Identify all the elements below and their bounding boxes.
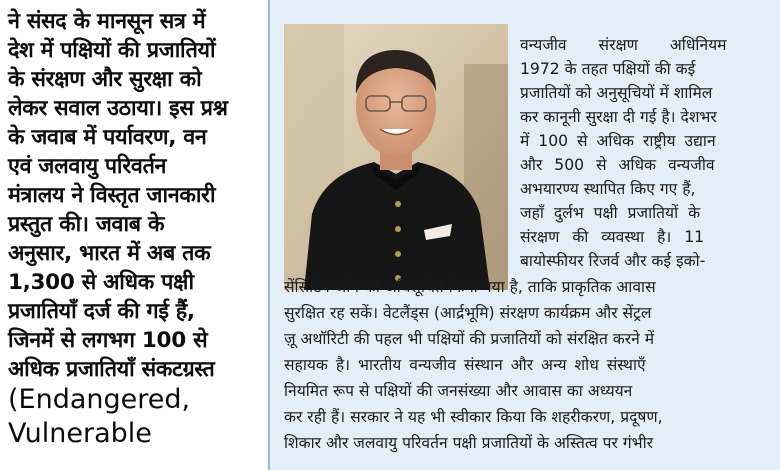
right-full-line-1: सेंसिटिव जोन को अधिसूचित किया गया है, ताकि प्राकृतिक आवास bbox=[284, 278, 656, 296]
left-text-line-10: 1,300 से अधिक पक्षी bbox=[8, 270, 194, 295]
left-text-line-5: के जवाब में पर्यावरण, वन bbox=[8, 125, 207, 150]
left-text-line-11: प्रजातियाँ दर्ज की गई हैं, bbox=[8, 299, 195, 324]
left-text-line-13: अधिक प्रजातियाँ संकटग्रस्त bbox=[8, 357, 215, 382]
right-full-line-3: ज़ू अथॉरिटी की पहल भी पक्षियों की प्रजातियों को संरक्षित करने में bbox=[284, 330, 655, 348]
left-text-line-9: अनुसार, भारत में अब तक bbox=[8, 241, 211, 266]
right-text-line-6: और 500 से अधिक वन्यजीव bbox=[520, 156, 715, 174]
left-text-line-7: मंत्रालय ने विस्तृत जानकारी bbox=[8, 183, 216, 208]
right-full-line-5: नियमित रूप से पक्षियों की जनसंख्या और आवास का अध्ययन bbox=[284, 382, 633, 400]
right-full-line-6: कर रही हैं। सरकार ने यह भी स्वीकार किया कि शहरीकरण, प्रदूषण, bbox=[284, 408, 663, 426]
left-text-line-6: एवं जलवायु परिवर्तन bbox=[8, 154, 167, 179]
right-text-line-3: प्रजातियों को अनुसूचियों में शामिल bbox=[520, 84, 713, 102]
right-text-line-1: वन्यजीव संरक्षण अधिनियम bbox=[520, 36, 727, 54]
portrait-photo bbox=[284, 24, 508, 290]
right-text-line-2: 1972 के तहत पक्षियों की कई bbox=[520, 60, 696, 78]
right-text-line-8: जहाँ दुर्लभ पक्षी प्रजातियों के bbox=[520, 204, 701, 222]
left-text-line-1: ने संसद के मानसून सत्र में bbox=[8, 9, 206, 34]
left-text-line-4: लेकर सवाल उठाया। इस प्रश्न bbox=[8, 96, 228, 121]
left-text-line-14: (Endangered, bbox=[8, 384, 191, 415]
left-text-line-12: जिनमें से लगभग 100 से bbox=[8, 328, 208, 353]
cut-off-top-line bbox=[8, 0, 15, 1]
right-full-line-2: सुरक्षित रह सकें। वेटलैंड्स (आर्द्रभूमि) संरक्षण कार्यक्रम और सेंट्रल bbox=[284, 304, 652, 322]
left-text-line-15: Vulnerable bbox=[8, 418, 152, 449]
right-text-line-9: संरक्षण की व्यवस्था है। 11 bbox=[520, 228, 705, 246]
right-full-line-4: सहायक है। भारतीय वन्यजीव संस्थान और अन्य शोध संस्थाएँ bbox=[284, 356, 646, 374]
right-text-line-7: अभयारण्य स्थापित किए गए हैं, bbox=[520, 180, 696, 198]
right-text-line-10: बायोस्फीयर रिजर्व और कई इको- bbox=[520, 252, 706, 270]
left-text-line-2: देश में पक्षियों की प्रजातियों bbox=[8, 38, 216, 63]
right-full-line-7: शिकार और जलवायु परिवर्तन पक्षी प्रजातियों के अस्तित्व पर गंभीर bbox=[284, 434, 654, 452]
left-text-line-8: प्रस्तुत की। जवाब के bbox=[8, 212, 165, 237]
right-text-line-4: कर कानूनी सुरक्षा दी गई है। देशभर bbox=[520, 108, 717, 126]
left-text-line-3: के संरक्षण और सुरक्षा को bbox=[8, 67, 202, 92]
left-column-article bbox=[0, 0, 268, 470]
right-text-line-5: में 100 से अधिक राष्ट्रीय उद्यान bbox=[520, 132, 716, 150]
right-column-article bbox=[270, 0, 780, 470]
